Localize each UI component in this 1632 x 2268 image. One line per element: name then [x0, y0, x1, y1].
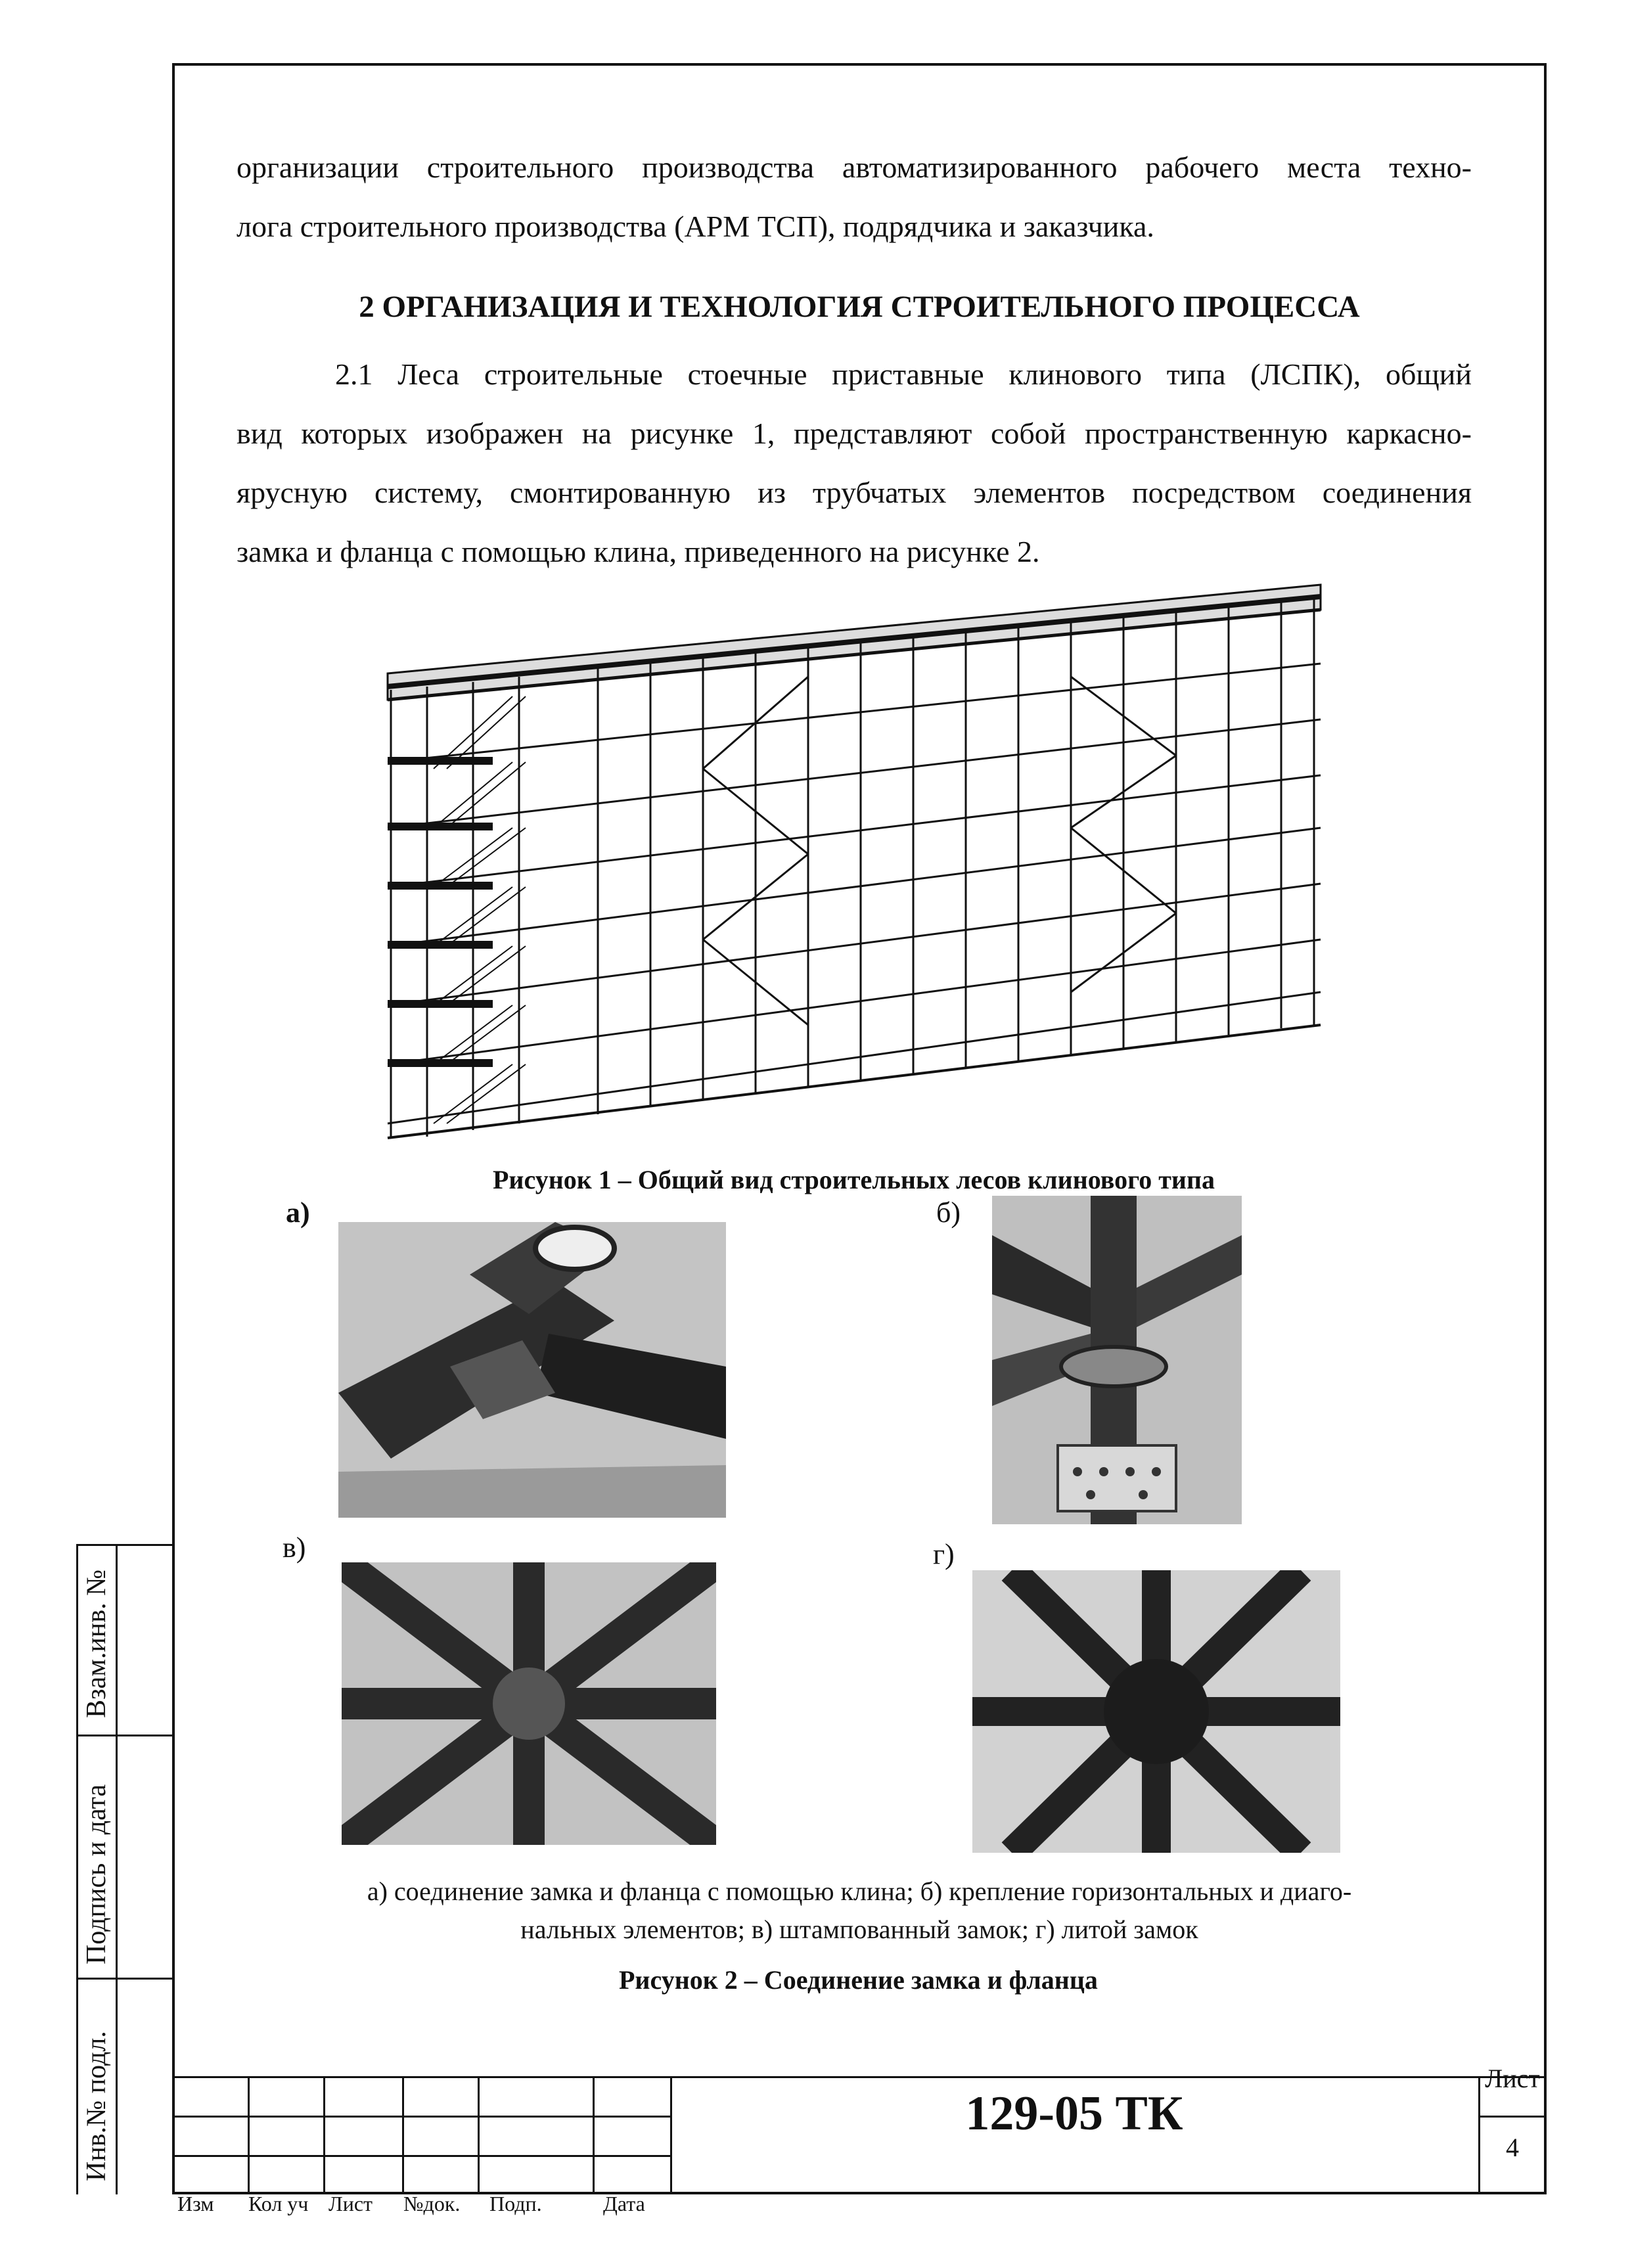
- photo-cast-lock: [972, 1570, 1340, 1853]
- title-col-kol-uch: Кол уч: [248, 2192, 309, 2215]
- side-inv-label: Инв.№ подл.: [81, 2031, 112, 2181]
- section-paragraph: [237, 345, 1472, 581]
- title-col-ndok: №док.: [403, 2192, 461, 2215]
- title-col-izm: Изм: [177, 2192, 214, 2215]
- scaffolding-drawing: [374, 572, 1334, 1163]
- title-col-data: Дата: [603, 2192, 645, 2215]
- sheet-number: 4: [1506, 2133, 1519, 2162]
- figure2-label-g: г): [933, 1538, 955, 1570]
- side-podpis-label: Подпись и дата: [81, 1784, 112, 1964]
- photo-wedge-connection: [338, 1222, 726, 1518]
- text-line: замка и фланца с помощью клина, приведенного на рисунке 2.: [237, 535, 1040, 568]
- figure2-label-a: а): [286, 1196, 310, 1229]
- figure2-label-v: в): [283, 1531, 306, 1564]
- photo-stamped-lock: [342, 1562, 716, 1845]
- figure2-caption: Рисунок 2 – Соединение замка и фланца: [619, 1965, 1098, 1995]
- sheet-label: Лист: [1485, 2064, 1540, 2093]
- title-col-podp: Подп.: [489, 2192, 542, 2215]
- section-heading: 2 ОРГАНИЗАЦИЯ И ТЕХНОЛОГИЯ СТРОИТЕЛЬНОГО ПРОЦЕССА: [359, 290, 1360, 324]
- text-line: ярусную систему, смонтированную из трубчатых элементов посредством соединения: [237, 476, 1472, 509]
- text-line: нальных элементов; в) штампованный замок; г) литой замок: [520, 1915, 1198, 1944]
- text-line: лога строительного производства (АРМ ТСП), подрядчика и заказчика.: [237, 210, 1154, 243]
- side-stamp-divider: [116, 1544, 118, 2194]
- side-stamp-border: [76, 1544, 78, 2194]
- intro-paragraph: [237, 138, 1472, 256]
- figure2-description: [172, 1872, 1547, 1949]
- document-number: 129-05 ТК: [965, 2087, 1183, 2141]
- side-vzam-label: Взам.инв. №: [81, 1569, 112, 1718]
- figure2-label-b: б): [936, 1196, 961, 1229]
- figure1-caption: Рисунок 1 – Общий вид строительных лесов клинового типа: [493, 1165, 1215, 1194]
- text-line: а) соединение замка и фланца с помощью клина; б) крепление горизонтальных и диаго-: [367, 1876, 1352, 1906]
- title-col-list: Лист: [329, 2192, 373, 2215]
- photo-horizontal-diagonal-fastening: [992, 1196, 1242, 1524]
- text-line: 2.1 Леса строительные стоечные приставные клинового типа (ЛСПК), общий: [335, 357, 1472, 391]
- text-line: организации строительного производства автоматизированного рабочего места техно-: [237, 150, 1472, 184]
- side-stamp-row-divider: [76, 1735, 172, 1736]
- side-stamp-top: [76, 1544, 172, 1546]
- side-stamp-row-divider: [76, 1978, 172, 1980]
- text-line: вид которых изображен на рисунке 1, представляют собой пространственную каркасно-: [237, 417, 1472, 450]
